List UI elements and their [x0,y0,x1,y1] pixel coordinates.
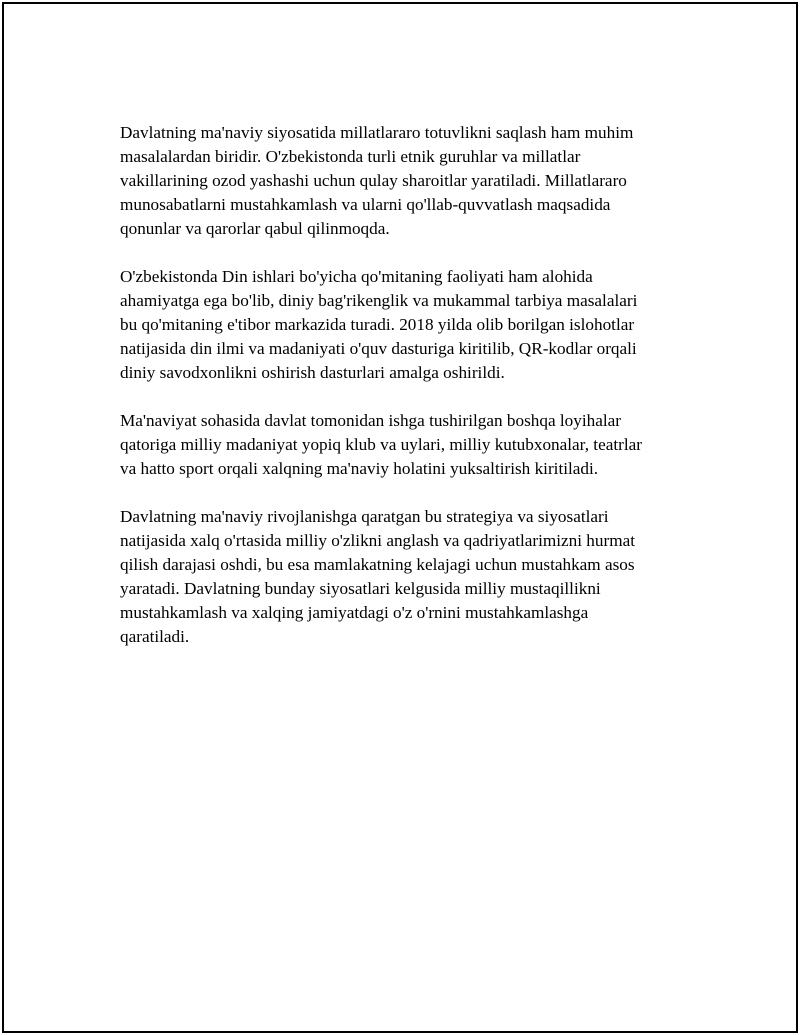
text-line: Davlatning ma'naviy siyosatida millatlararo totuvlikni saqlash ham muhim [120,123,634,142]
text-line: natijasida din ilmi va madaniyati o'quv dasturiga kiritilib, QR-kodlar orqali [120,339,637,358]
text-line: qaratiladi. [120,627,190,646]
document-page [2,2,798,1033]
text-line: qonunlar va qarorlar qabul qilinmoqda. [120,219,390,238]
text-line: mustahkamlash va xalqing jamiyatdagi o'z o'rnini mustahkamlashga [120,603,589,622]
text-line: masalalardan biridir. O'zbekistonda turli etnik guruhlar va millatlar [120,147,581,166]
text-line: va hatto sport orqali xalqning ma'naviy holatini yuksaltirish kiritiladi. [120,459,599,478]
text-line: munosabatlarni mustahkamlash va ularni qo'llab-quvvatlash maqsadida [120,195,611,214]
paragraph [120,265,690,385]
text-line: diniy savodxonlikni oshirish dasturlari amalga oshirildi. [120,363,505,382]
text-line: vakillarining ozod yashashi uchun qulay sharoitlar yaratiladi. Millatlararo [120,171,627,190]
paragraph [120,505,690,649]
text-line: bu qo'mitaning e'tibor markazida turadi. 2018 yilda olib borilgan islohotlar [120,315,635,334]
document-body [120,121,690,673]
text-line: qilish darajasi oshdi, bu esa mamlakatning kelajagi uchun mustahkam asos [120,555,635,574]
text-line: yaratadi. Davlatning bunday siyosatlari kelgusida milliy mustaqillikni [120,579,601,598]
paragraph [120,409,690,481]
text-line: Davlatning ma'naviy rivojlanishga qaratgan bu strategiya va siyosatlari [120,507,609,526]
text-line: Ma'naviyat sohasida davlat tomonidan ishga tushirilgan boshqa loyihalar [120,411,621,430]
text-line: O'zbekistonda Din ishlari bo'yicha qo'mitaning faoliyati ham alohida [120,267,593,286]
paragraph [120,121,690,241]
text-line: natijasida xalq o'rtasida milliy o'zlikni anglash va qadriyatlarimizni hurmat [120,531,635,550]
text-line: qatoriga milliy madaniyat yopiq klub va uylari, milliy kutubxonalar, teatrlar [120,435,642,454]
text-line: ahamiyatga ega bo'lib, diniy bag'rikenglik va mukammal tarbiya masalalari [120,291,638,310]
